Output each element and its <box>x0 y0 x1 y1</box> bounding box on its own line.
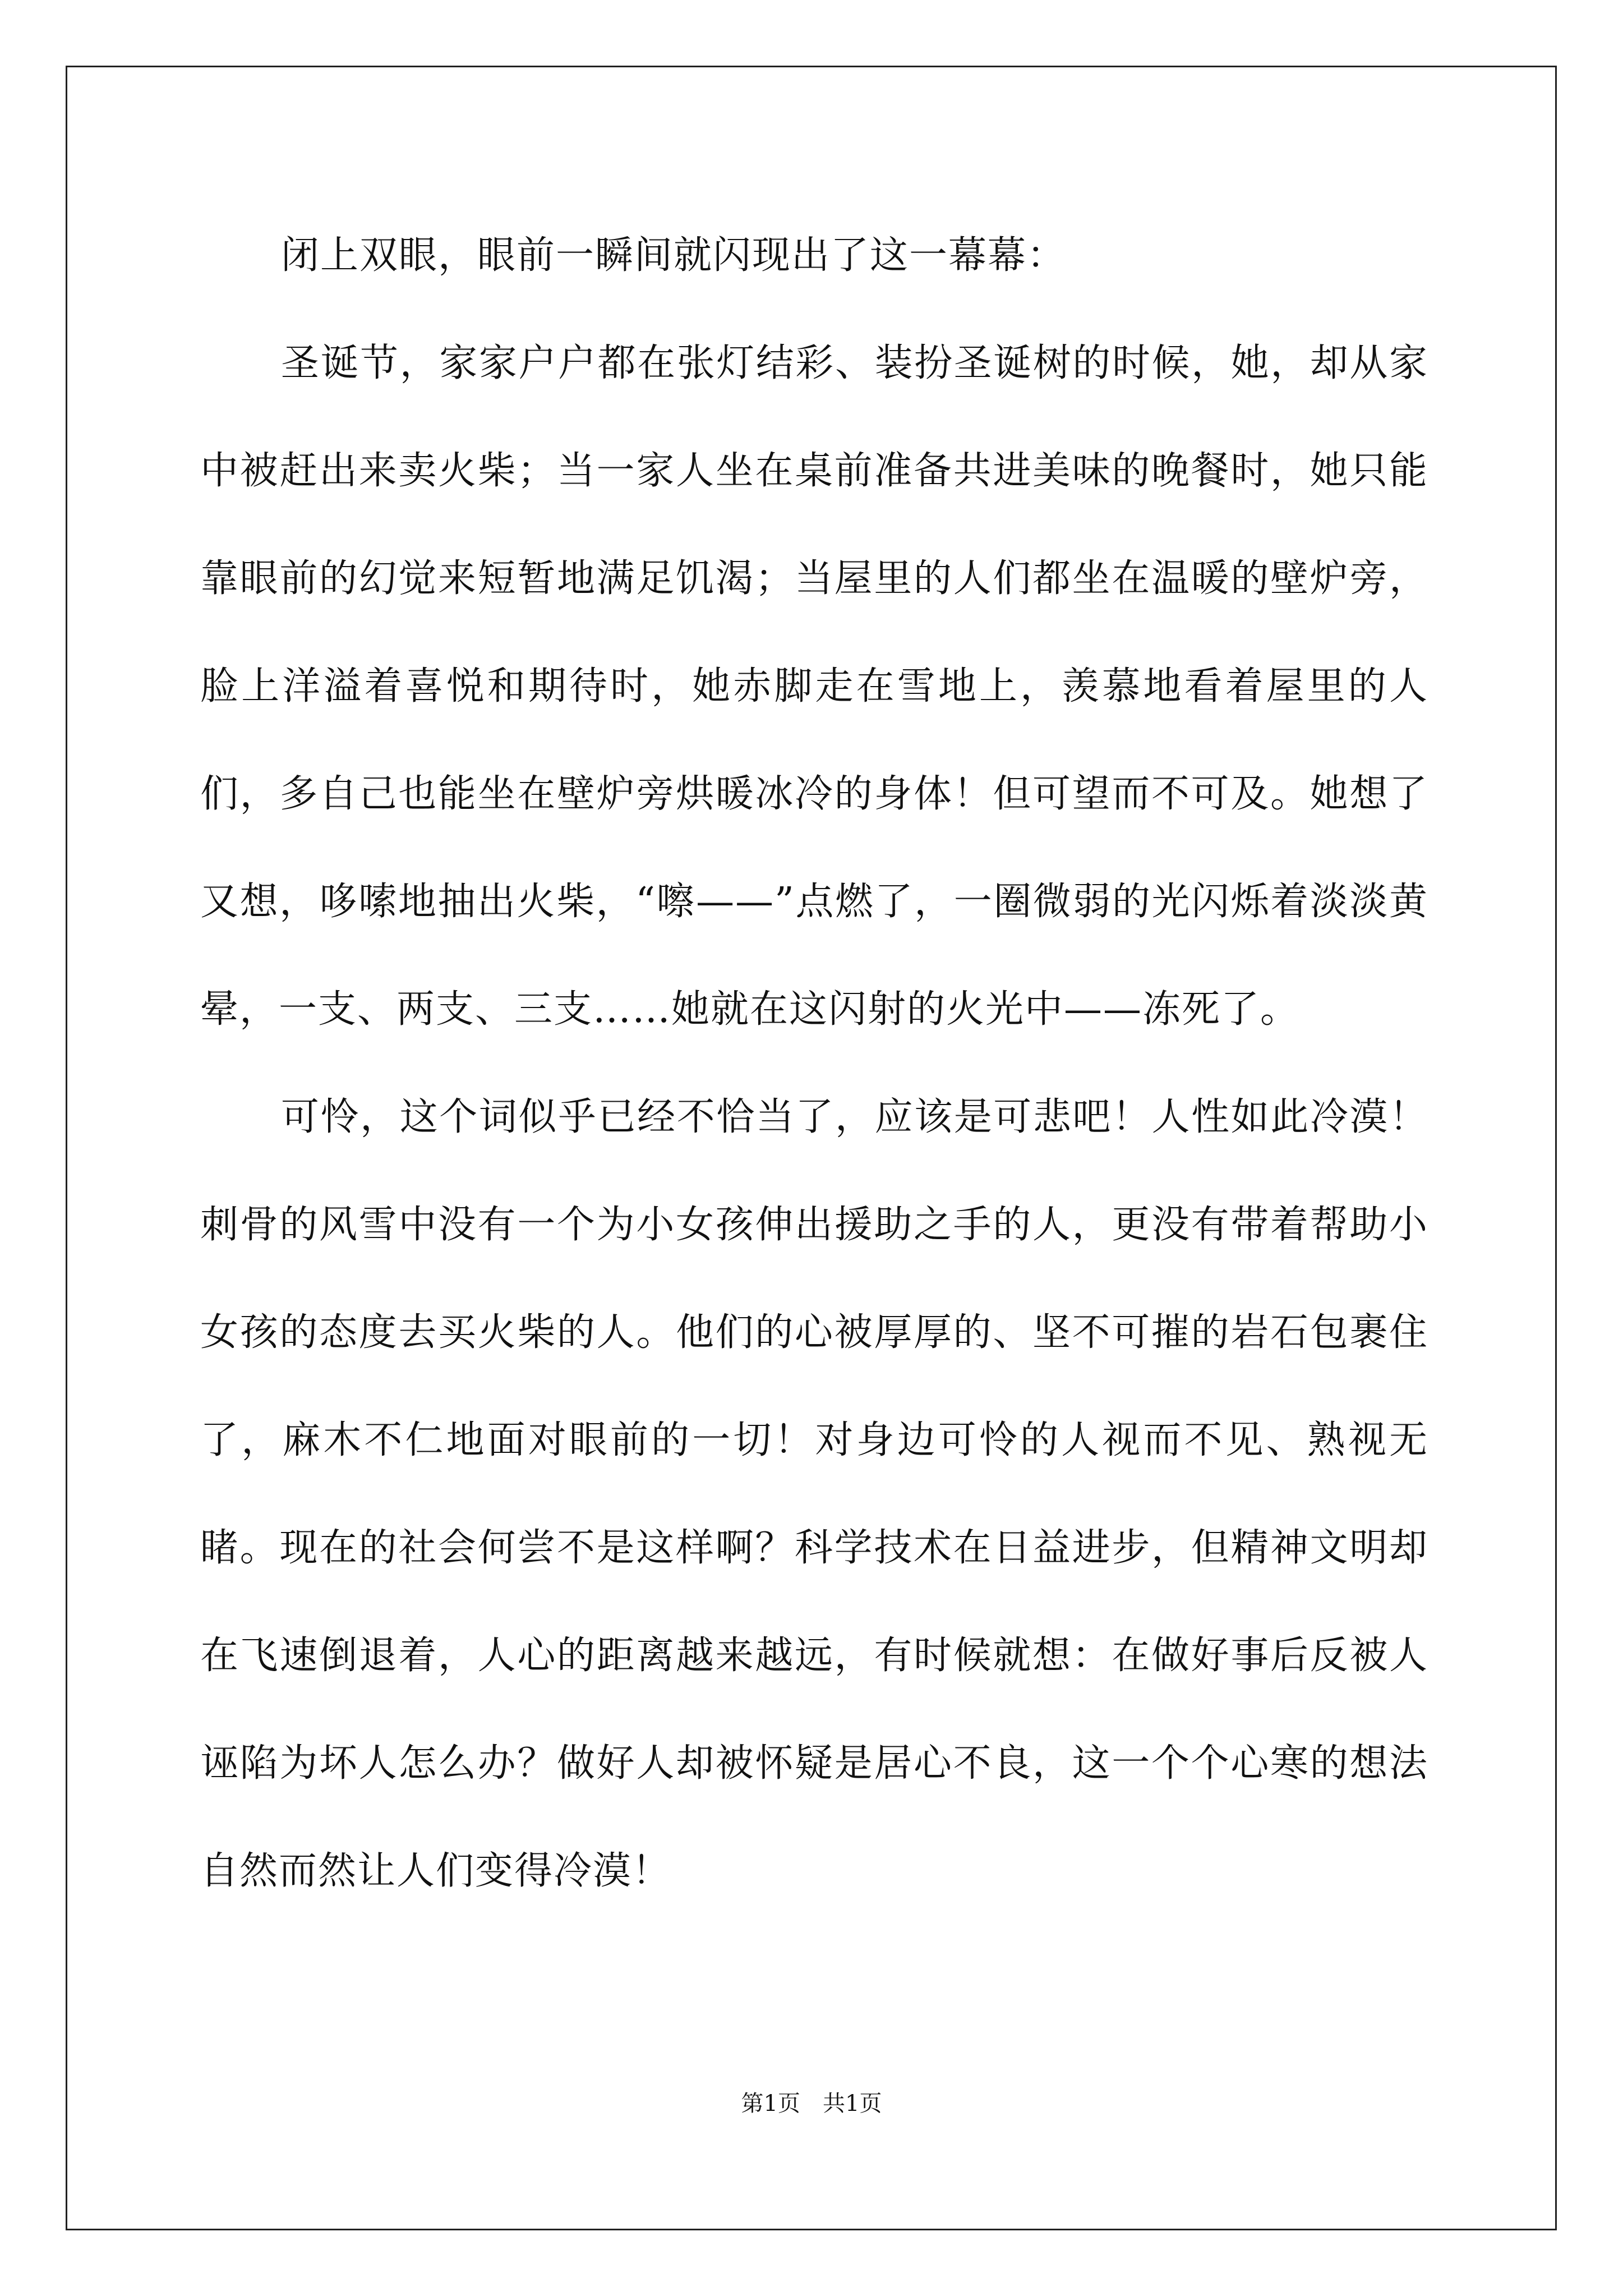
page-total: 共1页 <box>823 2091 882 2116</box>
document-body <box>200 202 1428 1925</box>
page-footer <box>0 2087 1623 2120</box>
paragraph-story: 圣诞节，家家户户都在张灯结彩、装扮圣诞树的时候，她，却从家中被赶出来卖火柴；当一家人坐在桌前准备共进美味的晚餐时，她只能靠眼前的幻觉来短暂地满足饥渴；当屋里的人们都坐在温暖的壁炉旁，脸上洋溢着喜悦和期待时，她赤脚走在雪地上，羡慕地看着屋里的人们，多自己也能坐在壁炉旁烘暖冰冷的身体！但可望而不可及。她想了又想，哆嗦地抽出火柴，“嚓——”点燃了，一圈微弱的光闪烁着淡淡黄晕，一支、两支、三支……她就在这闪射的火光中——冻死了。 <box>200 341 1428 1032</box>
paragraph-reflection: 可怜，这个词似乎已经不恰当了，应该是可悲吧！人性如此冷漠！刺骨的风雪中没有一个为小女孩伸出援助之手的人，更没有带着帮助小女孩的态度去买火柴的人。他们的心被厚厚的、坚不可摧的岩石包裹住了，麻木不仁地面对眼前的一切！对身边可怜的人视而不见、熟视无睹。现在的社会何尝不是这样啊？科学技术在日益进步，但精神文明却在飞速倒退着，人心的距离越来越远，有时候就想：在做好事后反被人诬陷为坏人怎么办？做好人却被怀疑是居心不良，这一个个心寒的想法自然而然让人们变得冷漠！ <box>200 1095 1428 1893</box>
page-number: 第1页 <box>741 2091 800 2116</box>
paragraph-intro: 闭上双眼，眼前一瞬间就闪现出了这一幕幕： <box>281 233 1067 278</box>
